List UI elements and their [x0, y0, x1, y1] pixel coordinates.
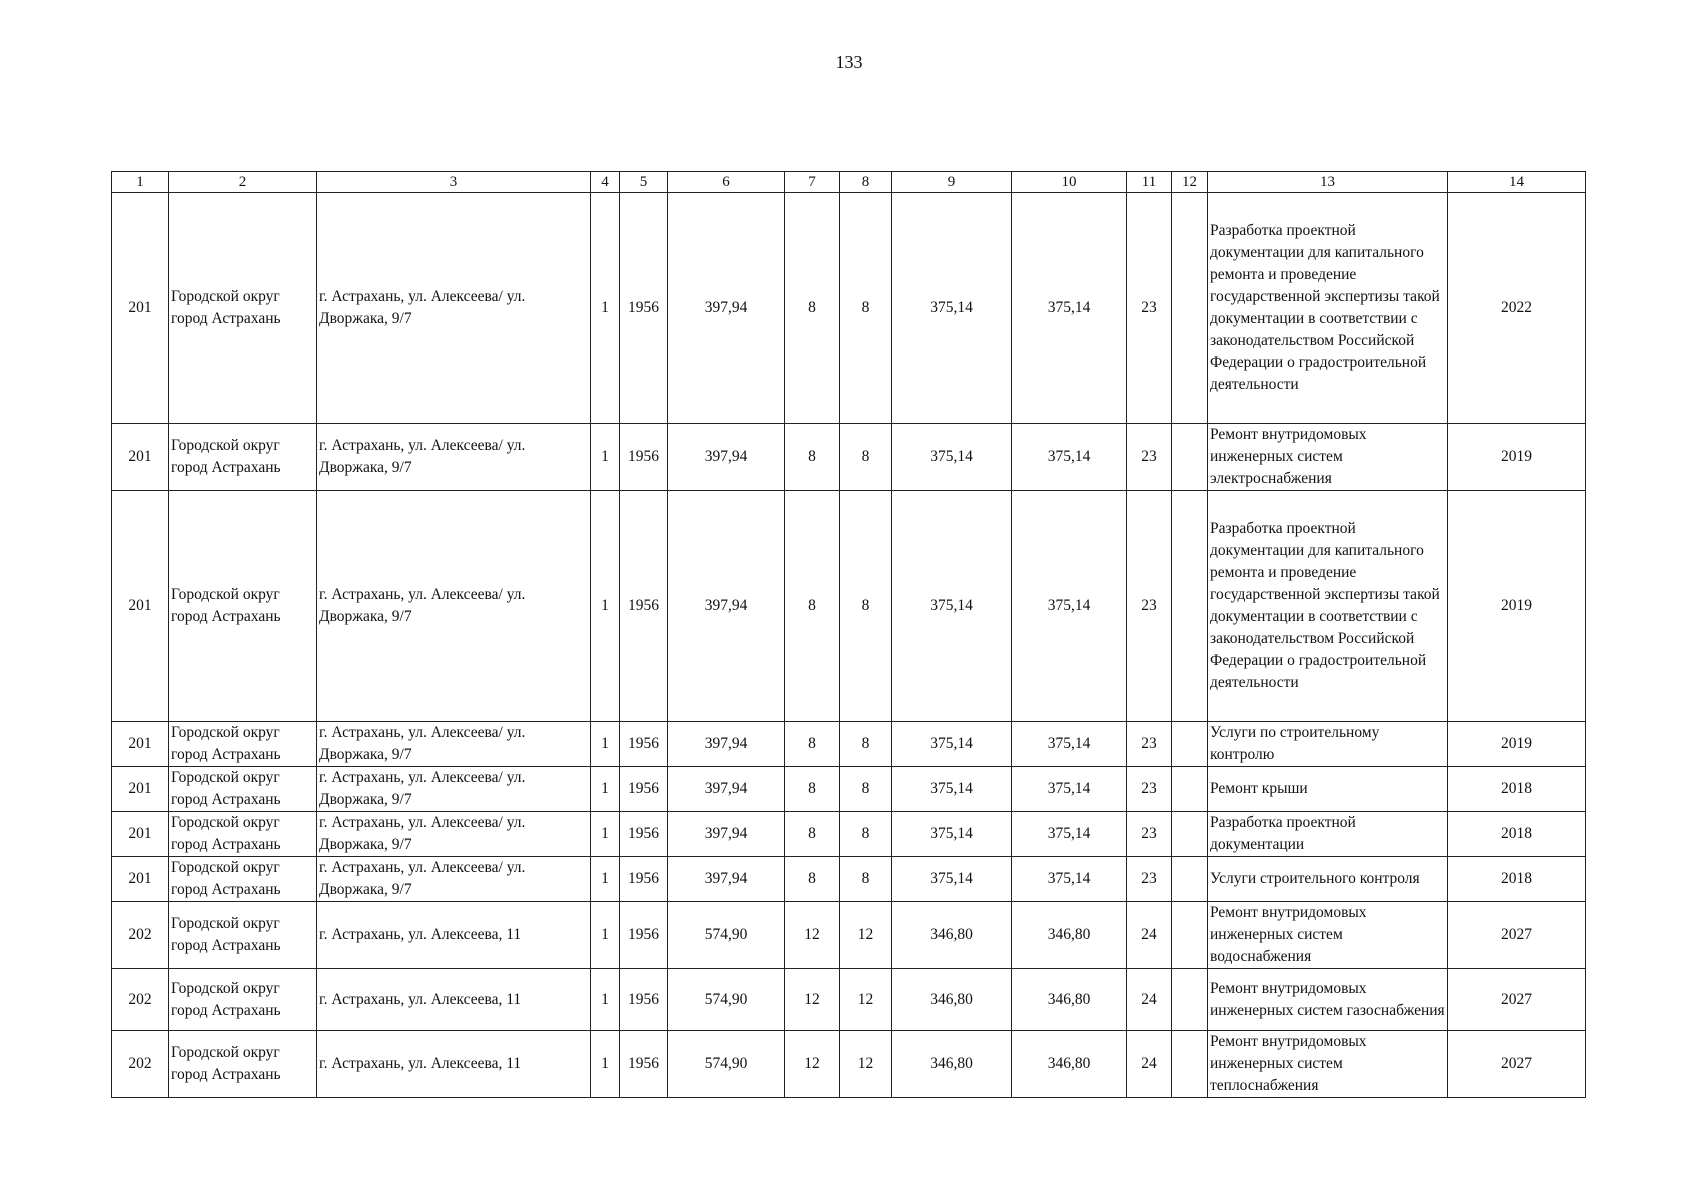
cell-col12 — [1172, 969, 1208, 1031]
cell-municipality: Городской округ город Астрахань — [169, 193, 317, 424]
cell-work-type: Услуги строительного контроля — [1208, 857, 1448, 902]
cell-col11: 23 — [1127, 193, 1172, 424]
cell-col4: 1 — [591, 767, 620, 812]
cell-work-type: Ремонт крыши — [1208, 767, 1448, 812]
cell-address: г. Астрахань, ул. Алексеева/ ул. Дворжака, 9/7 — [317, 722, 591, 767]
cell-col7: 8 — [785, 812, 840, 857]
cell-work-type: Ремонт внутридомовых инженерных систем водоснабжения — [1208, 902, 1448, 969]
cell-col10: 375,14 — [1012, 491, 1127, 722]
column-header: 2 — [169, 172, 317, 193]
table-row — [112, 491, 1586, 722]
cell-col6: 397,94 — [668, 857, 785, 902]
cell-number: 201 — [112, 722, 169, 767]
cell-address: г. Астрахань, ул. Алексеева, 11 — [317, 1031, 591, 1098]
cell-col11: 23 — [1127, 722, 1172, 767]
cell-col12 — [1172, 902, 1208, 969]
cell-col11: 24 — [1127, 969, 1172, 1031]
cell-address: г. Астрахань, ул. Алексеева/ ул. Дворжака, 9/7 — [317, 193, 591, 424]
column-header: 12 — [1172, 172, 1208, 193]
cell-plan-year: 2022 — [1448, 193, 1586, 424]
cell-address: г. Астрахань, ул. Алексеева/ ул. Дворжака, 9/7 — [317, 491, 591, 722]
cell-col7: 8 — [785, 722, 840, 767]
cell-col8: 8 — [840, 722, 892, 767]
cell-col11: 23 — [1127, 767, 1172, 812]
table-row — [112, 812, 1586, 857]
cell-number: 202 — [112, 902, 169, 969]
cell-col4: 1 — [591, 491, 620, 722]
column-header: 4 — [591, 172, 620, 193]
cell-municipality: Городской округ город Астрахань — [169, 812, 317, 857]
cell-col4: 1 — [591, 722, 620, 767]
cell-address: г. Астрахань, ул. Алексеева, 11 — [317, 902, 591, 969]
cell-col12 — [1172, 424, 1208, 491]
cell-municipality: Городской округ город Астрахань — [169, 722, 317, 767]
cell-number: 201 — [112, 767, 169, 812]
cell-plan-year: 2019 — [1448, 424, 1586, 491]
cell-work-type: Ремонт внутридомовых инженерных систем электроснабжения — [1208, 424, 1448, 491]
cell-col4: 1 — [591, 902, 620, 969]
cell-col9: 375,14 — [892, 812, 1012, 857]
cell-col4: 1 — [591, 857, 620, 902]
table-row — [112, 424, 1586, 491]
cell-col12 — [1172, 1031, 1208, 1098]
cell-col11: 24 — [1127, 1031, 1172, 1098]
column-header: 9 — [892, 172, 1012, 193]
cell-work-type: Ремонт внутридомовых инженерных систем теплоснабжения — [1208, 1031, 1448, 1098]
cell-address: г. Астрахань, ул. Алексеева/ ул. Дворжака, 9/7 — [317, 812, 591, 857]
cell-municipality: Городской округ город Астрахань — [169, 767, 317, 812]
cell-col11: 23 — [1127, 424, 1172, 491]
cell-col7: 12 — [785, 902, 840, 969]
cell-col9: 375,14 — [892, 767, 1012, 812]
cell-col10: 375,14 — [1012, 424, 1127, 491]
cell-col12 — [1172, 812, 1208, 857]
cell-col4: 1 — [591, 193, 620, 424]
column-header: 5 — [620, 172, 668, 193]
column-header: 13 — [1208, 172, 1448, 193]
cell-work-type: Разработка проектной документации для капитального ремонта и проведение государственной экспертизы такой документации в соответствии с законодательством Российской Федерации о градостроительной деятельности — [1208, 193, 1448, 424]
cell-col11: 23 — [1127, 812, 1172, 857]
cell-col12 — [1172, 767, 1208, 812]
cell-col12 — [1172, 857, 1208, 902]
cell-plan-year: 2019 — [1448, 491, 1586, 722]
cell-plan-year: 2018 — [1448, 857, 1586, 902]
cell-year: 1956 — [620, 722, 668, 767]
column-header: 3 — [317, 172, 591, 193]
cell-number: 202 — [112, 1031, 169, 1098]
cell-col6: 397,94 — [668, 424, 785, 491]
column-header: 1 — [112, 172, 169, 193]
cell-municipality: Городской округ город Астрахань — [169, 969, 317, 1031]
cell-col4: 1 — [591, 424, 620, 491]
cell-year: 1956 — [620, 193, 668, 424]
cell-col10: 346,80 — [1012, 1031, 1127, 1098]
table-row — [112, 902, 1586, 969]
cell-col7: 8 — [785, 424, 840, 491]
cell-col7: 8 — [785, 857, 840, 902]
cell-year: 1956 — [620, 424, 668, 491]
cell-col8: 8 — [840, 424, 892, 491]
cell-col4: 1 — [591, 1031, 620, 1098]
cell-col7: 8 — [785, 491, 840, 722]
cell-col7: 8 — [785, 767, 840, 812]
cell-col8: 8 — [840, 857, 892, 902]
cell-col6: 397,94 — [668, 767, 785, 812]
cell-col10: 375,14 — [1012, 812, 1127, 857]
cell-col4: 1 — [591, 812, 620, 857]
cell-col6: 574,90 — [668, 1031, 785, 1098]
cell-col10: 346,80 — [1012, 902, 1127, 969]
cell-municipality: Городской округ город Астрахань — [169, 857, 317, 902]
column-header: 8 — [840, 172, 892, 193]
cell-col9: 346,80 — [892, 902, 1012, 969]
cell-col6: 397,94 — [668, 491, 785, 722]
cell-year: 1956 — [620, 857, 668, 902]
cell-col12 — [1172, 193, 1208, 424]
cell-col7: 12 — [785, 1031, 840, 1098]
cell-col10: 375,14 — [1012, 193, 1127, 424]
cell-work-type: Разработка проектной документации для капитального ремонта и проведение государственной экспертизы такой документации в соответствии с законодательством Российской Федерации о градостроительной деятельности — [1208, 491, 1448, 722]
table-row — [112, 193, 1586, 424]
cell-municipality: Городской округ город Астрахань — [169, 491, 317, 722]
cell-col9: 375,14 — [892, 491, 1012, 722]
cell-col10: 346,80 — [1012, 969, 1127, 1031]
table-row — [112, 767, 1586, 812]
cell-work-type: Разработка проектной документации — [1208, 812, 1448, 857]
cell-col12 — [1172, 722, 1208, 767]
cell-plan-year: 2027 — [1448, 902, 1586, 969]
table-row — [112, 857, 1586, 902]
cell-number: 201 — [112, 193, 169, 424]
cell-col8: 8 — [840, 491, 892, 722]
cell-col9: 346,80 — [892, 969, 1012, 1031]
cell-address: г. Астрахань, ул. Алексеева, 11 — [317, 969, 591, 1031]
cell-number: 201 — [112, 424, 169, 491]
cell-plan-year: 2019 — [1448, 722, 1586, 767]
cell-municipality: Городской округ город Астрахань — [169, 902, 317, 969]
cell-col8: 12 — [840, 969, 892, 1031]
cell-col8: 8 — [840, 812, 892, 857]
cell-year: 1956 — [620, 491, 668, 722]
cell-plan-year: 2018 — [1448, 812, 1586, 857]
cell-year: 1956 — [620, 1031, 668, 1098]
cell-col9: 375,14 — [892, 857, 1012, 902]
cell-col6: 574,90 — [668, 902, 785, 969]
cell-col4: 1 — [591, 969, 620, 1031]
cell-col9: 346,80 — [892, 1031, 1012, 1098]
column-header: 11 — [1127, 172, 1172, 193]
page-number: 133 — [835, 52, 863, 72]
cell-plan-year: 2027 — [1448, 969, 1586, 1031]
column-number-row — [112, 172, 1586, 193]
table-row — [112, 1031, 1586, 1098]
cell-col12 — [1172, 491, 1208, 722]
cell-col10: 375,14 — [1012, 722, 1127, 767]
cell-col6: 574,90 — [668, 969, 785, 1031]
cell-municipality: Городской округ город Астрахань — [169, 424, 317, 491]
cell-col7: 12 — [785, 969, 840, 1031]
cell-address: г. Астрахань, ул. Алексеева/ ул. Дворжака, 9/7 — [317, 767, 591, 812]
cell-col8: 8 — [840, 193, 892, 424]
cell-col8: 8 — [840, 767, 892, 812]
cell-municipality: Городской округ город Астрахань — [169, 1031, 317, 1098]
cell-number: 202 — [112, 969, 169, 1031]
cell-year: 1956 — [620, 767, 668, 812]
cell-col9: 375,14 — [892, 722, 1012, 767]
cell-col6: 397,94 — [668, 193, 785, 424]
cell-year: 1956 — [620, 902, 668, 969]
cell-col9: 375,14 — [892, 424, 1012, 491]
cell-number: 201 — [112, 857, 169, 902]
cell-year: 1956 — [620, 812, 668, 857]
cell-address: г. Астрахань, ул. Алексеева/ ул. Дворжака, 9/7 — [317, 424, 591, 491]
cell-col7: 8 — [785, 193, 840, 424]
cell-col11: 23 — [1127, 857, 1172, 902]
table-row — [112, 722, 1586, 767]
column-header: 14 — [1448, 172, 1586, 193]
cell-col11: 24 — [1127, 902, 1172, 969]
cell-year: 1956 — [620, 969, 668, 1031]
cell-work-type: Услуги по строительному контролю — [1208, 722, 1448, 767]
cell-number: 201 — [112, 812, 169, 857]
cell-col9: 375,14 — [892, 193, 1012, 424]
cell-number: 201 — [112, 491, 169, 722]
table-row — [112, 969, 1586, 1031]
cell-col8: 12 — [840, 1031, 892, 1098]
column-header: 6 — [668, 172, 785, 193]
cell-plan-year: 2018 — [1448, 767, 1586, 812]
cell-col11: 23 — [1127, 491, 1172, 722]
cell-work-type: Ремонт внутридомовых инженерных систем газоснабжения — [1208, 969, 1448, 1031]
cell-col8: 12 — [840, 902, 892, 969]
cell-col6: 397,94 — [668, 722, 785, 767]
cell-col10: 375,14 — [1012, 767, 1127, 812]
cell-address: г. Астрахань, ул. Алексеева/ ул. Дворжака, 9/7 — [317, 857, 591, 902]
cell-col10: 375,14 — [1012, 857, 1127, 902]
cell-plan-year: 2027 — [1448, 1031, 1586, 1098]
column-header: 10 — [1012, 172, 1127, 193]
column-header: 7 — [785, 172, 840, 193]
capital-repair-table — [111, 171, 1586, 1098]
cell-col6: 397,94 — [668, 812, 785, 857]
